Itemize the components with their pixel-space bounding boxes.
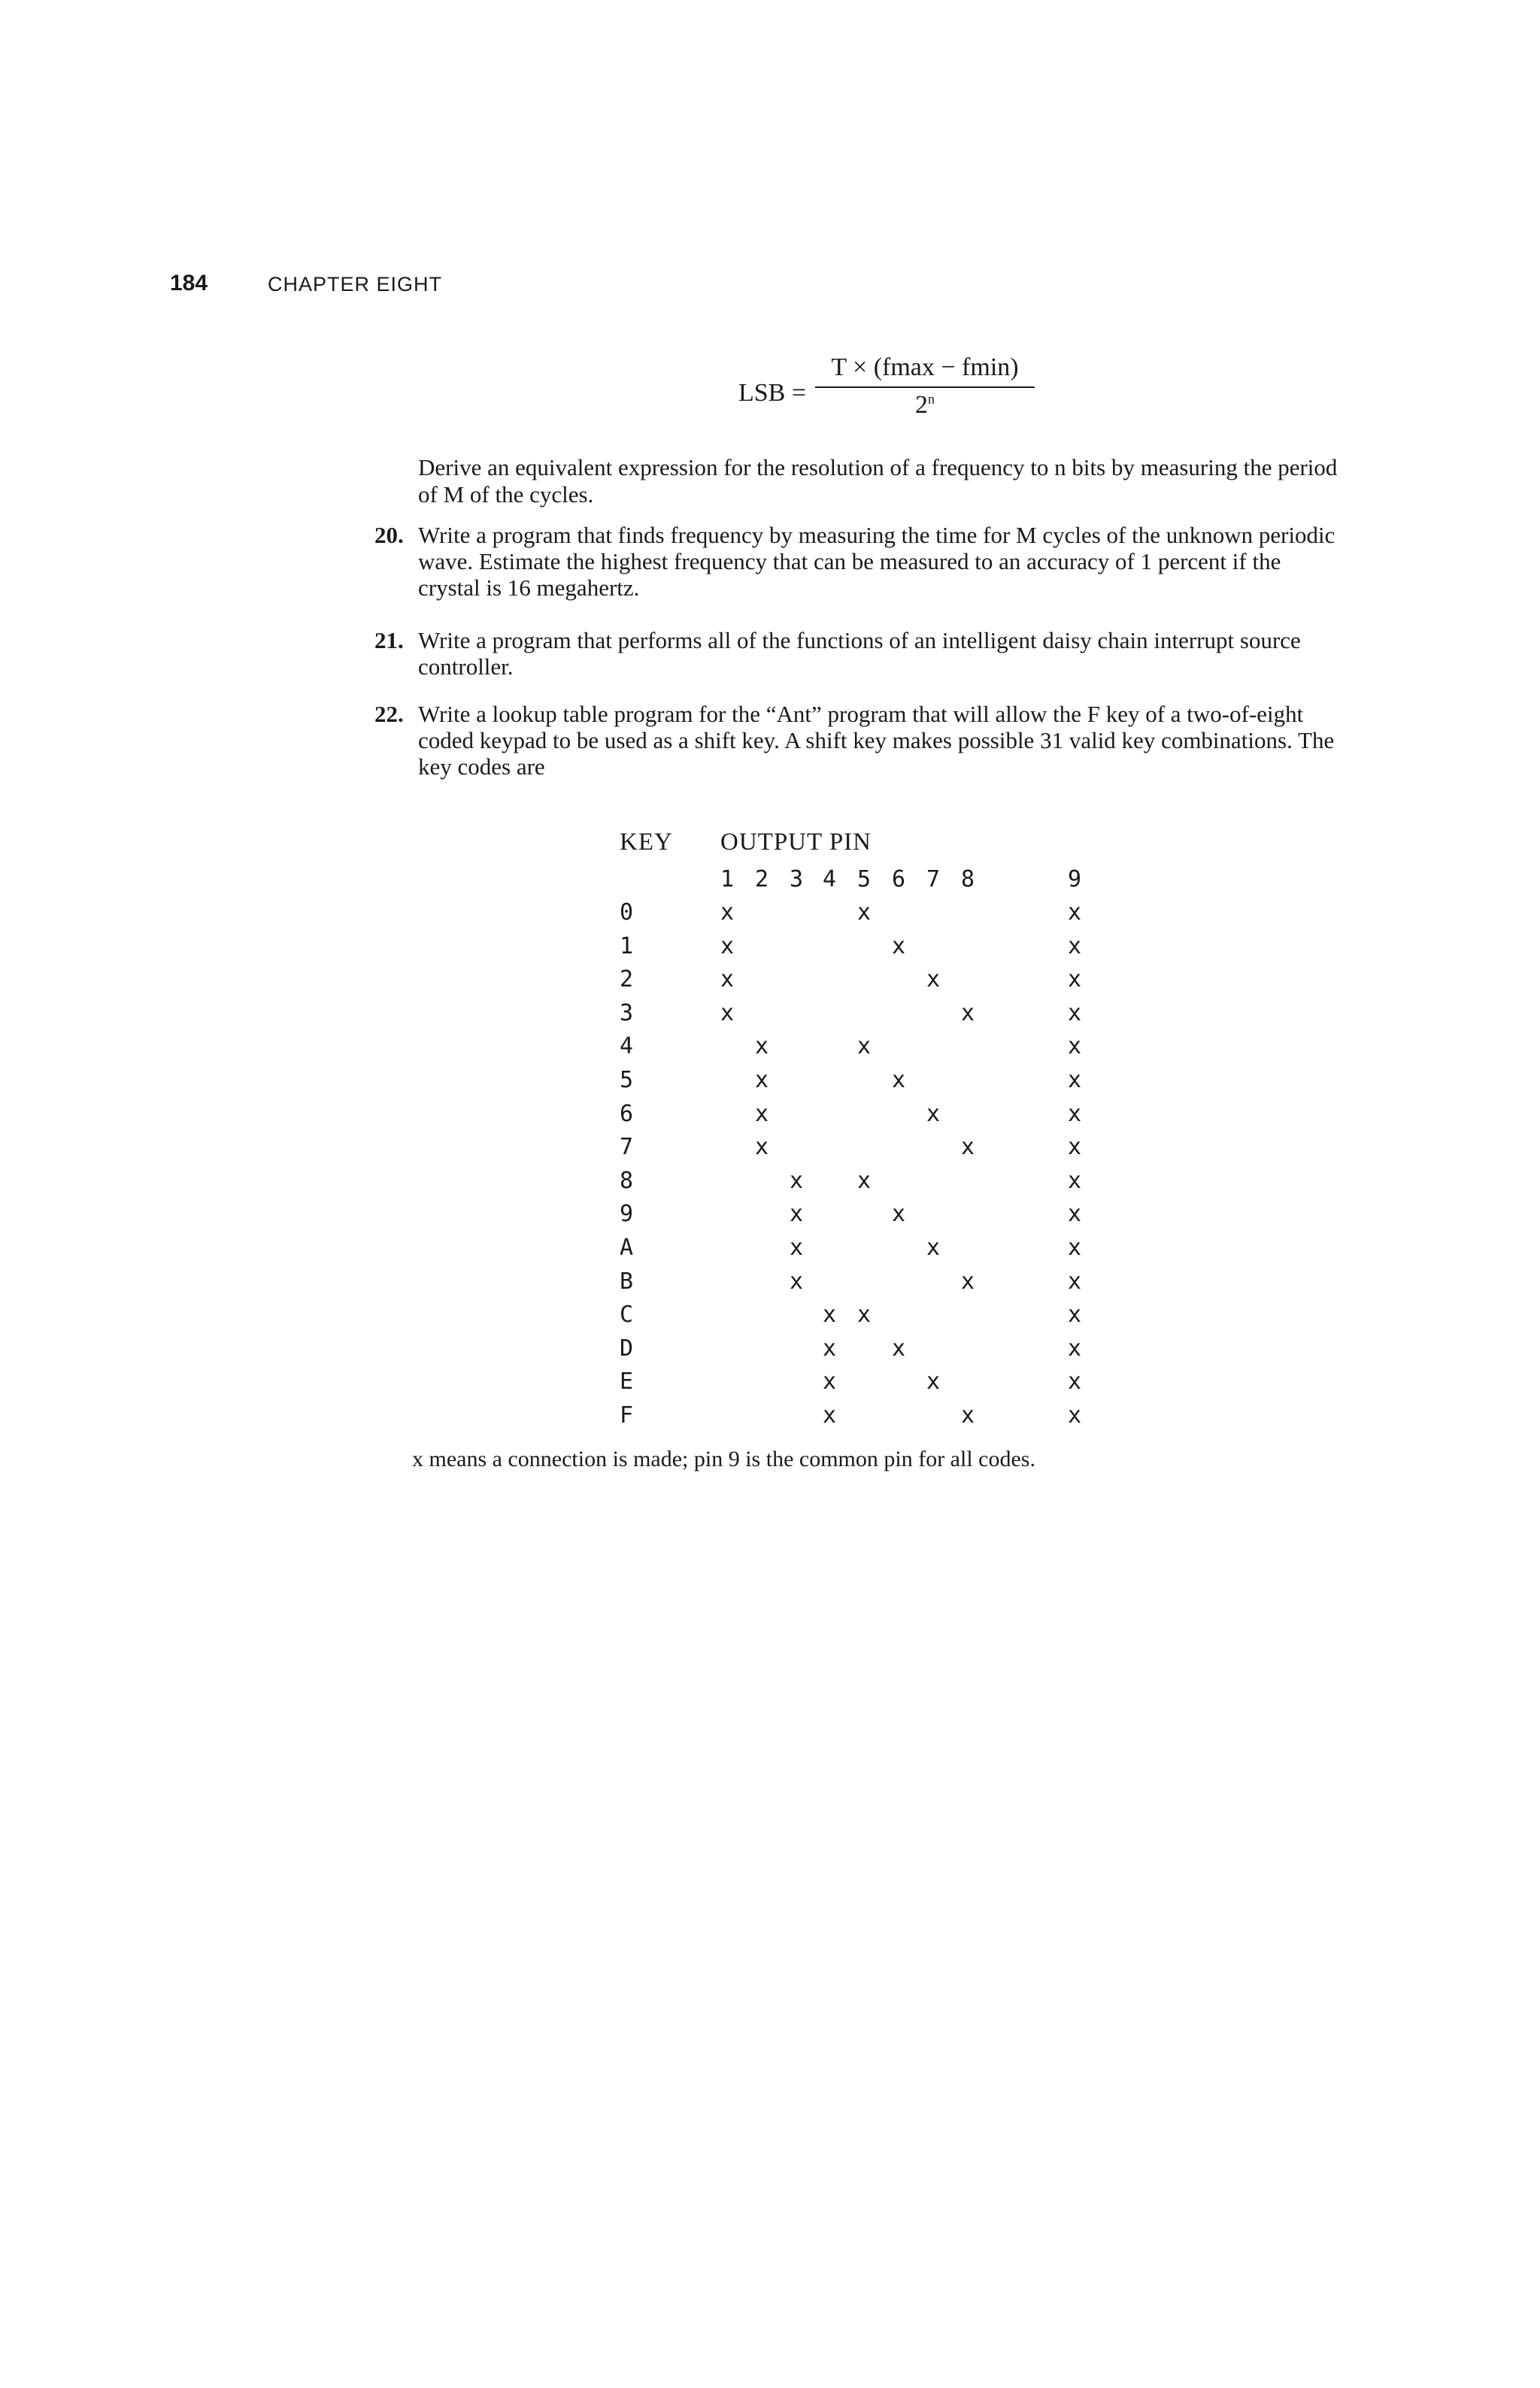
connection-mark: x <box>720 999 735 1026</box>
connection-mark: x <box>857 1033 872 1060</box>
connection-mark: x <box>790 1167 804 1194</box>
connection-mark: x <box>892 932 906 959</box>
connection-mark: x <box>926 1100 941 1127</box>
pin-header-6: 6 <box>892 866 906 892</box>
key-label-0: 0 <box>620 899 634 926</box>
connection-mark: x <box>961 1402 975 1429</box>
key-label-F: F <box>620 1402 634 1429</box>
continuation-paragraph: Derive an equivalent expression for the resolution of a frequency to n bits by measuring the period of M of the cycles. <box>418 454 1338 508</box>
connection-mark: x <box>1068 899 1082 926</box>
connection-mark: x <box>857 1302 872 1329</box>
connection-mark: x <box>790 1201 804 1228</box>
connection-mark: x <box>961 999 975 1026</box>
connection-mark: x <box>823 1402 837 1429</box>
connection-mark: x <box>1068 1335 1082 1362</box>
connection-mark: x <box>1068 1302 1082 1329</box>
connection-mark: x <box>755 1134 769 1161</box>
pin-header-3: 3 <box>790 866 804 892</box>
connection-mark: x <box>1068 1167 1082 1194</box>
connection-mark: x <box>1068 966 1082 993</box>
connection-mark: x <box>892 1335 906 1362</box>
key-label-A: A <box>620 1235 634 1261</box>
connection-mark: x <box>790 1235 804 1261</box>
connection-mark: x <box>720 899 735 926</box>
key-label-8: 8 <box>620 1167 634 1194</box>
connection-mark: x <box>1068 1134 1082 1161</box>
connection-mark: x <box>720 966 735 993</box>
connection-mark: x <box>755 1067 769 1093</box>
connection-mark: x <box>1068 1033 1082 1060</box>
pin-header-1: 1 <box>720 866 735 892</box>
connection-mark: x <box>755 1100 769 1127</box>
connection-mark: x <box>1068 1100 1082 1127</box>
connection-mark: x <box>1068 1268 1082 1295</box>
key-label-D: D <box>620 1335 634 1362</box>
key-label-E: E <box>620 1368 634 1396</box>
key-label-C: C <box>620 1302 634 1329</box>
connection-mark: x <box>926 1235 941 1261</box>
pin-header-5: 5 <box>857 866 872 892</box>
key-label-1: 1 <box>620 932 634 959</box>
pin-header-8: 8 <box>961 866 975 892</box>
key-label-3: 3 <box>620 999 634 1026</box>
problem-number: 22. <box>374 701 404 727</box>
table-footnote: x means a connection is made; pin 9 is the common pin for all codes. <box>412 1447 1035 1471</box>
connection-mark: x <box>1068 1402 1082 1429</box>
connection-mark: x <box>823 1302 837 1329</box>
connection-mark: x <box>857 1167 872 1194</box>
connection-mark: x <box>961 1134 975 1161</box>
connection-mark: x <box>1068 1235 1082 1261</box>
key-label-6: 6 <box>620 1100 634 1127</box>
pin-header-4: 4 <box>823 866 837 892</box>
key-label-B: B <box>620 1268 634 1295</box>
formula-denominator: 2$^n$ <box>915 391 935 419</box>
formula-numerator: T × (fmax − fmin) <box>815 353 1035 388</box>
connection-mark: x <box>823 1335 837 1362</box>
connection-mark: x <box>1068 999 1082 1026</box>
connection-mark: x <box>926 966 941 993</box>
connection-mark: x <box>1068 1201 1082 1228</box>
key-label-2: 2 <box>620 966 634 993</box>
formula-lhs: LSB = <box>738 379 807 407</box>
pin-header-9: 9 <box>1068 866 1082 892</box>
connection-mark: x <box>961 1268 975 1295</box>
connection-mark: x <box>926 1368 941 1396</box>
connection-mark: x <box>790 1268 804 1295</box>
connection-mark: x <box>892 1201 906 1228</box>
connection-mark: x <box>720 932 735 959</box>
connection-mark: x <box>1068 1067 1082 1093</box>
key-label-5: 5 <box>620 1067 634 1093</box>
formula-fraction <box>815 353 1035 420</box>
pin-header-7: 7 <box>926 866 941 892</box>
pin-header-2: 2 <box>755 866 769 892</box>
connection-mark: x <box>892 1067 906 1093</box>
problem-text: Write a lookup table program for the “Ant” program that will allow the F key of a two-of-eight coded keypad to be used as a shift key. A shift key makes possible 31 valid key combinations. The key codes are <box>418 701 1335 780</box>
table-output-header: OUTPUT PIN <box>720 829 872 856</box>
key-label-9: 9 <box>620 1201 634 1228</box>
connection-mark: x <box>857 899 872 926</box>
table-key-header: KEY <box>620 829 673 856</box>
connection-mark: x <box>1068 1368 1082 1396</box>
connection-mark: x <box>1068 932 1082 959</box>
problem-number: 21. <box>374 627 404 653</box>
problem-number: 20. <box>374 522 404 548</box>
formula-exponent: n <box>928 391 935 407</box>
connection-mark: x <box>755 1033 769 1060</box>
chapter-title: CHAPTER EIGHT <box>268 273 443 295</box>
problem-text: Write a program that performs all of the functions of an intelligent daisy chain interrupt source controller. <box>418 627 1301 680</box>
key-label-7: 7 <box>620 1134 634 1161</box>
key-label-4: 4 <box>620 1033 634 1060</box>
connection-mark: x <box>823 1368 837 1396</box>
page-number: 184 <box>170 271 208 295</box>
problem-text: Write a program that finds frequency by measuring the time for M cycles of the unknown periodic wave. Estimate the highest frequency that can be measured to an accuracy of 1 percent if the crystal is 16 megahertz. <box>418 522 1335 601</box>
